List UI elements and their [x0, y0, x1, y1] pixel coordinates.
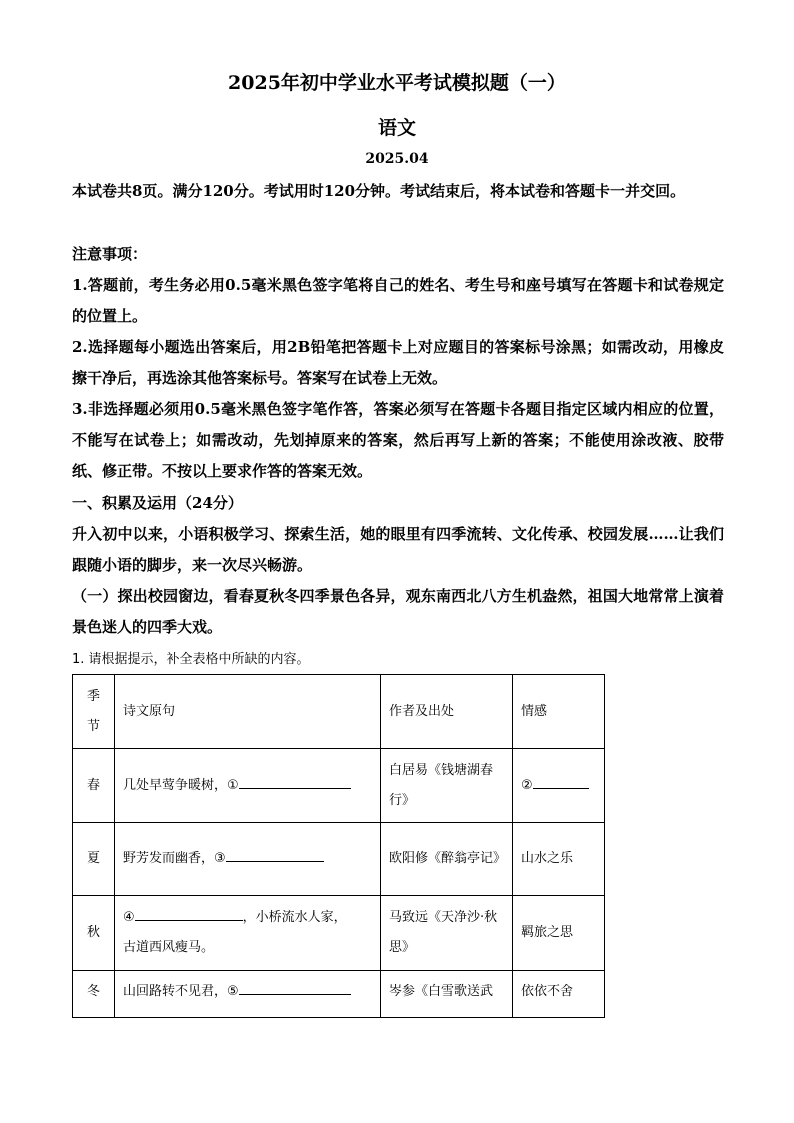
answer-blank-4	[135, 906, 243, 921]
answer-blank-5	[239, 980, 351, 995]
poem-table	[72, 674, 605, 1018]
season-cell: 夏	[73, 823, 115, 896]
source-cell: 欧阳修《醉翁亭记》	[381, 823, 513, 896]
season-cell: 春	[73, 749, 115, 823]
exam-intro: 本试卷共8页。满分120分。考试用时120分钟。考试结束后，将本试卷和答题卡一并交回。	[72, 182, 686, 200]
section-1-lead: 升入初中以来，小语积极学习、探索生活，她的眼里有四季流转、文化传承、校园发展……让我们跟随小语的脚步，来一次尽兴畅游。	[72, 525, 724, 574]
header-emotion: 情感	[513, 675, 605, 749]
season-cell: 秋	[73, 896, 115, 971]
source-cell: 岑参《白雪歌送武	[381, 971, 513, 1018]
answer-blank-2	[533, 774, 589, 789]
source-cell: 马致远《天净沙·秋思》	[381, 896, 513, 971]
section-1-heading: 一、积累及运用（24分）	[72, 494, 243, 512]
notice-item-1: 1.答题前，考生务必用0.5毫米黑色签字笔将自己的姓名、考生号和座号填写在答题卡和试卷规定的位置上。	[72, 276, 724, 325]
exam-title: 2025年初中学业水平考试模拟题（一）	[228, 72, 566, 94]
table-row	[73, 971, 605, 1018]
exam-date: 2025.04	[365, 151, 429, 167]
notice-heading: 注意事项：	[72, 245, 148, 263]
question-1-prompt: 1. 请根据提示，补全表格中所缺的内容。	[72, 652, 310, 667]
source-cell: 白居易《钱塘湖春行》	[381, 749, 513, 823]
table-row	[73, 896, 605, 971]
header-source: 作者及出处	[381, 675, 513, 749]
season-cell: 冬	[73, 971, 115, 1018]
subsection-1: （一）探出校园窗边，看春夏秋冬四季景色各异，观东南西北八方生机盎然，祖国大地常常上演着景色迷人的四季大戏。	[72, 587, 724, 636]
emotion-cell: ②	[513, 749, 605, 823]
header-season: 季节	[73, 675, 115, 749]
notice-item-2: 2.选择题每小题选出答案后，用2B铅笔把答题卡上对应题目的答案标号涂黑；如需改动，用橡皮擦干净后，再选涂其他答案标号。答案写在试卷上无效。	[72, 338, 724, 387]
table-header-row	[73, 675, 605, 749]
line-cell: 野芳发而幽香，③	[115, 823, 381, 896]
line-cell: 山回路转不见君，⑤	[115, 971, 381, 1018]
notice-item-3: 3.非选择题必须用0.5毫米黑色签字笔作答，答案必须写在答题卡各题目指定区域内相应的位置，不能写在试卷上；如需改动，先划掉原来的答案，然后再写上新的答案；不能使用涂改液、胶带纸、修正带。不按以上要求作答的答案无效。	[72, 400, 724, 480]
line-cell: 几处早莺争暖树，①	[115, 749, 381, 823]
emotion-cell: 依依不舍	[513, 971, 605, 1018]
table-row	[73, 749, 605, 823]
subject-title: 语文	[377, 117, 416, 139]
answer-blank-3	[226, 847, 324, 862]
emotion-cell: 山水之乐	[513, 823, 605, 896]
answer-blank-1	[239, 774, 351, 789]
header-line: 诗文原句	[115, 675, 381, 749]
table-row	[73, 823, 605, 896]
emotion-cell: 羁旅之思	[513, 896, 605, 971]
line-cell: ④ ，小桥流水人家， 古道西风瘦马。	[115, 896, 381, 971]
